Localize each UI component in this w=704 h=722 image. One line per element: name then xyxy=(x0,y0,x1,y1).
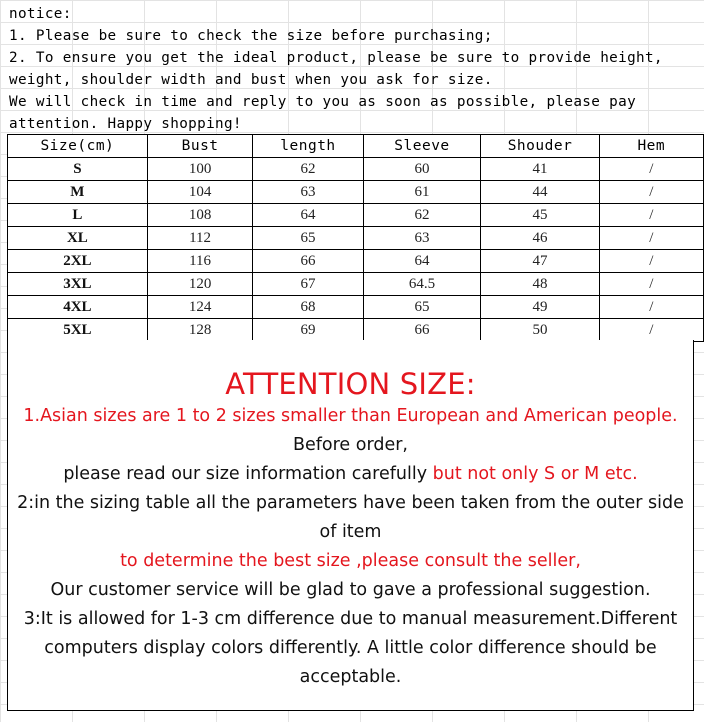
table-cell: 61 xyxy=(363,181,481,204)
notice-line: 2. To ensure you get the ideal product, please be sure to provide height, xyxy=(9,50,663,66)
table-row xyxy=(8,227,704,250)
table-body xyxy=(8,158,704,342)
size-cell: 4XL xyxy=(8,296,148,319)
table-cell: 120 xyxy=(147,273,253,296)
table-cell: 63 xyxy=(253,181,363,204)
table-row xyxy=(8,250,704,273)
table-cell: 46 xyxy=(481,227,599,250)
table-cell: 41 xyxy=(481,158,599,181)
size-cell: M xyxy=(8,181,148,204)
table-header-row xyxy=(8,135,704,158)
notice-line: 1. Please be sure to check the size before purchasing; xyxy=(9,28,493,44)
table-cell: 44 xyxy=(481,181,599,204)
header-size: Size(cm) xyxy=(8,135,148,158)
size-cell: 2XL xyxy=(8,250,148,273)
table-row xyxy=(8,181,704,204)
table-cell: 100 xyxy=(147,158,253,181)
table-cell: 116 xyxy=(147,250,253,273)
attention-line-10: acceptable. xyxy=(299,667,402,687)
table-cell: 112 xyxy=(147,227,253,250)
header-bust: Bust xyxy=(147,135,253,158)
table-cell: 63 xyxy=(363,227,481,250)
table-cell: 67 xyxy=(253,273,363,296)
size-cell: L xyxy=(8,204,148,227)
table-row xyxy=(8,158,704,181)
table-cell: 68 xyxy=(253,296,363,319)
attention-line-4: 2:in the sizing table all the parameters have been taken from the outer side xyxy=(17,493,684,513)
attention-line-9: computers display colors differently. A little color difference should be xyxy=(44,638,657,658)
size-cell: 3XL xyxy=(8,273,148,296)
table-cell: / xyxy=(599,158,703,181)
table-cell: 64 xyxy=(363,250,481,273)
table-row xyxy=(8,319,704,342)
table-cell: / xyxy=(599,181,703,204)
table-cell: 104 xyxy=(147,181,253,204)
size-cell: 5XL xyxy=(8,319,148,342)
table-cell: / xyxy=(599,250,703,273)
table-cell: 62 xyxy=(363,204,481,227)
table-cell: 60 xyxy=(363,158,481,181)
attention-line-3b: but not only S or M etc. xyxy=(432,464,638,484)
table-cell: / xyxy=(599,273,703,296)
table-cell: / xyxy=(599,296,703,319)
attention-line-3a: please read our size information carefully xyxy=(63,464,433,484)
table-cell: 128 xyxy=(147,319,253,342)
table-cell: 49 xyxy=(481,296,599,319)
table-cell: 48 xyxy=(481,273,599,296)
header-shoulder: Shouder xyxy=(481,135,599,158)
table-cell: 50 xyxy=(481,319,599,342)
attention-panel xyxy=(7,340,694,711)
notice-line: attention. Happy shopping! xyxy=(9,116,242,132)
table-cell: 108 xyxy=(147,204,253,227)
size-cell: XL xyxy=(8,227,148,250)
table-cell: 66 xyxy=(253,250,363,273)
attention-line-6: to determine the best size ,please consult the seller, xyxy=(120,551,581,571)
attention-line-1: 1.Asian sizes are 1 to 2 sizes smaller than European and American people. xyxy=(23,406,678,426)
header-hem: Hem xyxy=(599,135,703,158)
table-cell: 124 xyxy=(147,296,253,319)
attention-line-8: 3:It is allowed for 1-3 cm difference due to manual measurement.Different xyxy=(23,609,678,629)
notice-line: weight, shoulder width and bust when you ask for size. xyxy=(9,72,493,88)
table-row xyxy=(8,296,704,319)
attention-title: ATTENTION SIZE: xyxy=(225,367,476,401)
size-cell: S xyxy=(8,158,148,181)
notice-block xyxy=(9,3,699,135)
table-cell: 62 xyxy=(253,158,363,181)
table-cell: 65 xyxy=(253,227,363,250)
table-cell: 64.5 xyxy=(363,273,481,296)
table-cell: / xyxy=(599,319,703,342)
notice-line: notice: xyxy=(9,6,72,22)
table-row xyxy=(8,273,704,296)
attention-line-2: Before order, xyxy=(292,435,408,455)
table-cell: 47 xyxy=(481,250,599,273)
table-cell: 66 xyxy=(363,319,481,342)
table-cell: 69 xyxy=(253,319,363,342)
attention-line-5: of item xyxy=(319,522,382,542)
attention-line-3 xyxy=(8,460,693,489)
table-cell: / xyxy=(599,227,703,250)
notice-line: We will check in time and reply to you as soon as possible, please pay xyxy=(9,94,637,110)
header-sleeve: Sleeve xyxy=(363,135,481,158)
size-table xyxy=(7,134,704,342)
table-cell: / xyxy=(599,204,703,227)
table-cell: 65 xyxy=(363,296,481,319)
attention-line-7: Our customer service will be glad to gave a professional suggestion. xyxy=(50,580,651,600)
table-cell: 45 xyxy=(481,204,599,227)
table-row xyxy=(8,204,704,227)
header-length: length xyxy=(253,135,363,158)
table-cell: 64 xyxy=(253,204,363,227)
